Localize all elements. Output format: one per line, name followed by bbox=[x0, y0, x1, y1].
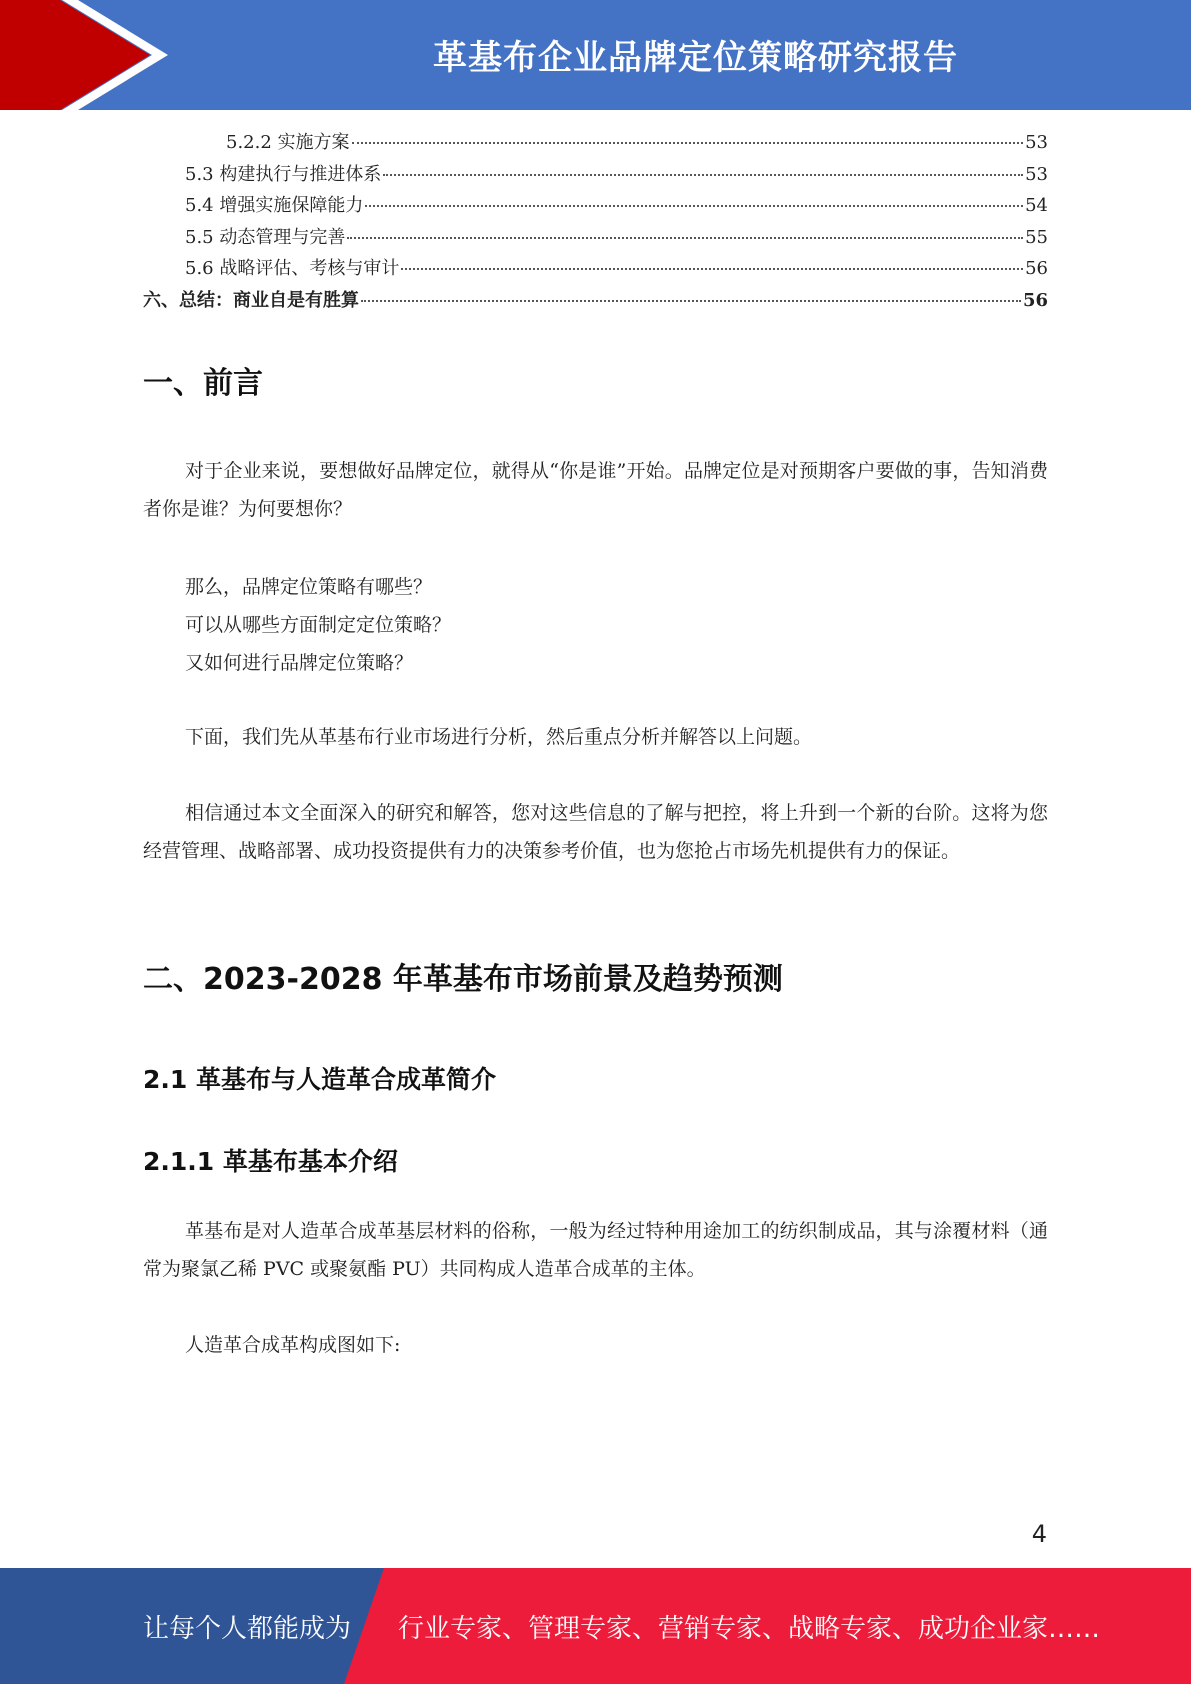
toc-leader bbox=[401, 268, 1023, 270]
toc-entry[interactable] bbox=[143, 160, 1048, 192]
toc-label: 5.5 动态管理与完善 bbox=[185, 226, 346, 248]
paragraph: 下面，我们先从革基布行业市场进行分析，然后重点分析并解答以上问题。 bbox=[185, 726, 813, 748]
subsection-heading: 2.1.1 革基布基本介绍 bbox=[143, 1147, 398, 1176]
section-heading-market-forecast: 二、2023-2028 年革基布市场前景及趋势预测 bbox=[143, 962, 783, 997]
paragraph: 对于企业来说，要想做好品牌定位，就得从“你是谁”开始。品牌定位是对预期客户要做的事，告知消费者你是谁？为何要想你？ bbox=[143, 460, 1048, 520]
report-title: 革基布企业品牌定位策略研究报告 bbox=[433, 37, 958, 78]
toc-page: 56 bbox=[1022, 289, 1048, 311]
page-header-banner bbox=[0, 0, 1191, 110]
toc-leader bbox=[352, 142, 1024, 144]
footer-slogan-right: 行业专家、管理专家、营销专家、战略专家、成功企业家…… bbox=[398, 1613, 1101, 1644]
toc-leader bbox=[365, 205, 1023, 207]
toc-entry[interactable] bbox=[143, 191, 1048, 223]
toc-page: 53 bbox=[1025, 163, 1048, 185]
toc-label: 六、总结：商业自是有胜算 bbox=[143, 289, 359, 311]
toc-entry[interactable] bbox=[143, 128, 1048, 160]
paragraph: 革基布是对人造革合成革基层材料的俗称，一般为经过特种用途加工的纺织制成品，其与涂覆材料（通常为聚氯乙稀 PVC 或聚氨酯 PU）共同构成人造革合成革的主体。 bbox=[143, 1220, 1048, 1280]
toc-page: 53 bbox=[1025, 132, 1048, 153]
toc-entry[interactable] bbox=[143, 286, 1048, 318]
toc-page: 56 bbox=[1025, 258, 1048, 279]
question-line: 又如何进行品牌定位策略？ bbox=[185, 652, 414, 674]
table-of-contents bbox=[143, 128, 1048, 317]
subsection-heading: 2.1 革基布与人造革合成革简介 bbox=[143, 1065, 496, 1094]
page-footer-banner bbox=[0, 1568, 1191, 1684]
question-line: 可以从哪些方面制定定位策略？ bbox=[185, 614, 452, 636]
toc-label: 5.4 增强实施保障能力 bbox=[185, 195, 364, 216]
section-heading-preface: 一、前言 bbox=[143, 366, 263, 401]
toc-entry[interactable] bbox=[143, 254, 1048, 286]
paragraph: 人造革合成革构成图如下: bbox=[185, 1334, 401, 1356]
toc-label: 5.3 构建执行与推进体系 bbox=[185, 163, 382, 185]
toc-leader bbox=[361, 300, 1021, 302]
toc-page: 54 bbox=[1025, 195, 1048, 216]
toc-entry[interactable] bbox=[143, 223, 1048, 255]
paragraph: 相信通过本文全面深入的研究和解答，您对这些信息的了解与把控，将上升到一个新的台阶。这将为您经营管理、战略部署、成功投资提供有力的决策参考价值，也为您抢占市场先机提供有力的保证。 bbox=[143, 802, 1048, 862]
toc-label: 5.6 战略评估、考核与审计 bbox=[185, 258, 400, 279]
toc-leader bbox=[347, 237, 1023, 239]
page-number: 4 bbox=[1031, 1520, 1047, 1548]
toc-label: 5.2.2 实施方案 bbox=[226, 132, 350, 153]
toc-leader bbox=[383, 174, 1023, 176]
toc-page: 55 bbox=[1025, 226, 1048, 248]
question-line: 那么，品牌定位策略有哪些？ bbox=[185, 576, 433, 598]
footer-slogan-left: 让每个人都能成为 bbox=[143, 1613, 352, 1644]
